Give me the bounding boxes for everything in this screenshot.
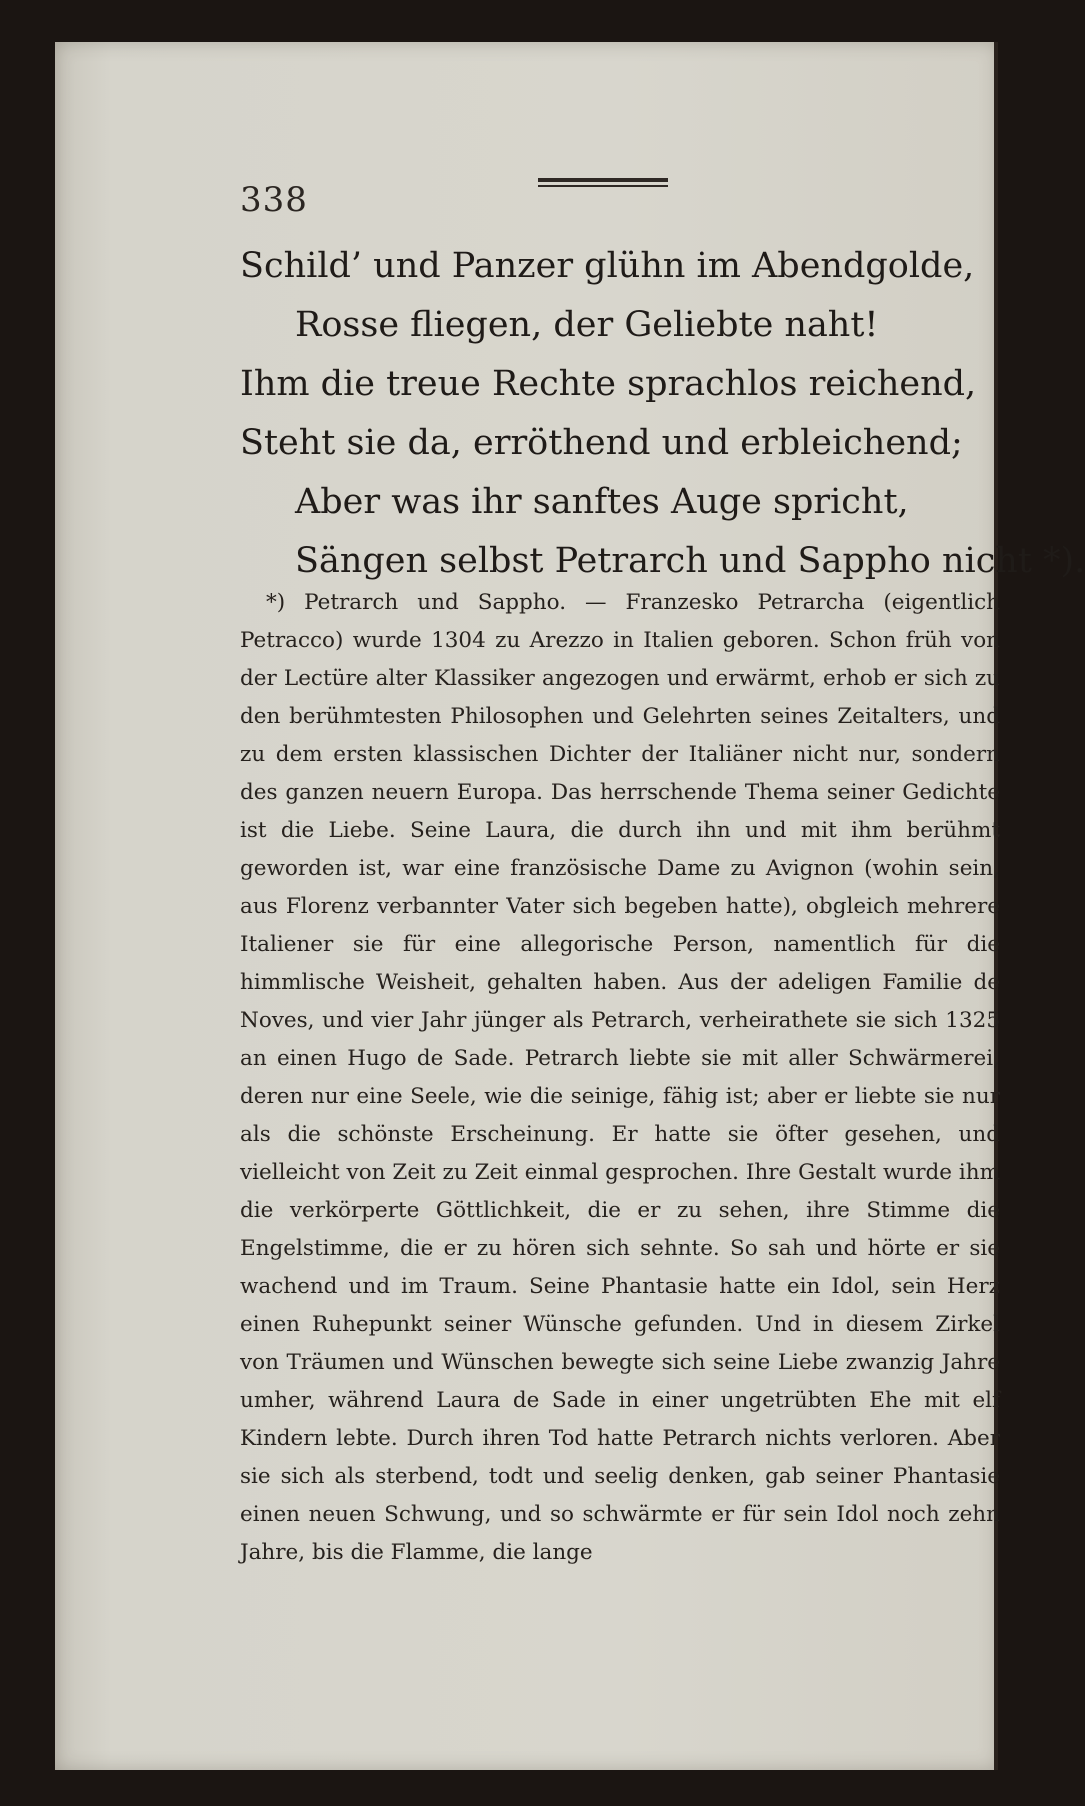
header-rule bbox=[538, 178, 668, 187]
page-number: 338 bbox=[240, 180, 308, 220]
footnote: *) Petrarch und Sappho. — Franzesko Petrarcha (eigentlich Petracco) wurde 1304 zu Arezzo in Italien geboren. Schon früh von der Lectüre alter Klassiker angezogen und erwärmt, erhob er sich zu den berühmtesten Philosophen und Gelehrten seines Zeitalters, und zu dem ersten klassischen Dichter der Italiäner nicht nur, sondern des ganzen neuern Europa. Das herrschende Thema seiner Gedichte ist die Liebe. Seine Laura, die durch ihn und mit ihm berühmt geworden ist, war eine französische Dame zu Avignon (wohin sein, aus Florenz verbannter Vater sich begeben hatte), obgleich mehrere Italiener sie für eine allegorische Person, namentlich für die himmlische Weisheit, gehalten haben. Aus der adeligen Familie de Noves, und vier Jahr jünger als Petrarch, verheirathete sie sich 1325 an einen Hugo de Sade. Petrarch liebte sie mit aller Schwärmerei, deren nur eine Seele, wie die seinige, fähig ist; aber er liebte sie nur als die schönste Erscheinung. Er hatte sie öfter gesehen, und vielleicht von Zeit zu Zeit einmal gesprochen. Ihre Gestalt wurde ihm die verkörperte Göttlichkeit, die er zu sehen, ihre Stimme die Engelstimme, die er zu hören sich sehnte. So sah und hörte er sie wachend und im Traum. Seine Phantasie hatte ein Idol, sein Herz einen Ruhepunkt seiner Wünsche gefunden. Und in diesem Zirkel von Träumen und Wünschen bewegte sich seine Liebe zwanzig Jahre umher, während Laura de Sade in einer ungetrübten Ehe mit elf Kindern lebte. Durch ihren Tod hatte Petrarch nichts verloren. Aber sie sich als sterbend, todt und seelig denken, gab seiner Phantasie einen neuen Schwung, und so schwärmte er für sein Idol noch zehn Jahre, bis die Flamme, die lange bbox=[240, 590, 1000, 1565]
verse-line: Rosse fliegen, der Geliebte naht! bbox=[295, 305, 879, 345]
book-page bbox=[55, 42, 1085, 1770]
verse-line: Sängen selbst Petrarch und Sappho nicht *). bbox=[295, 541, 1085, 581]
verse-line: Steht sie da, erröthend und erbleichend; bbox=[240, 423, 963, 463]
verse-line: Aber was ihr sanftes Auge spricht, bbox=[295, 482, 909, 522]
verse-stanza bbox=[240, 237, 1085, 591]
verse-line: Schild’ und Panzer glühn im Abendgolde, bbox=[240, 246, 975, 286]
verse-line: Ihm die treue Rechte sprachlos reichend, bbox=[240, 364, 977, 404]
